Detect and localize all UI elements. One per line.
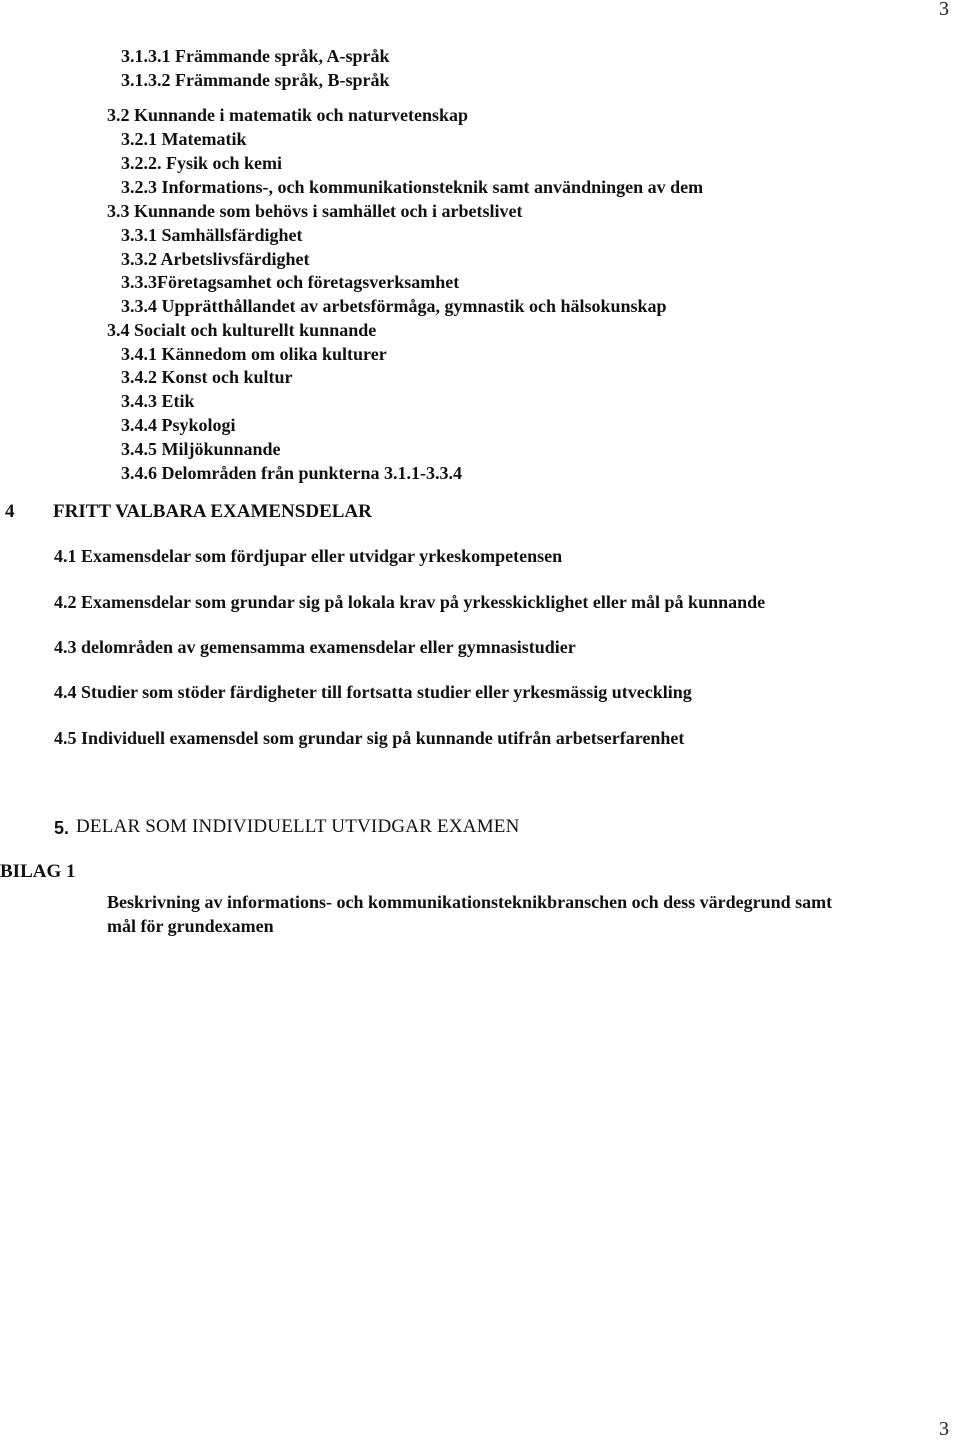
toc-entry: 3.4.2 Konst och kultur [121, 367, 293, 387]
toc-entry: 3.3.2 Arbetslivsfärdighet [121, 249, 310, 269]
toc-entry: 3.4 Socialt och kulturellt kunnande [107, 320, 377, 340]
section-title: DELAR SOM INDIVIDUELLT UTVIDGAR EXAMEN [76, 816, 520, 837]
toc-entry: 3.2.1 Matematik [121, 129, 247, 149]
toc-entry: 3.4.1 Kännedom om olika kulturer [121, 344, 387, 364]
toc-entry: 3.3 Kunnande som behövs i samhället och i arbetslivet [107, 201, 523, 221]
section-item: 4.1 Examensdelar som fördjupar eller utvidgar yrkeskompetensen [54, 546, 563, 566]
section-number: 4 [5, 501, 15, 522]
toc-entry: 3.1.3.1 Främmande språk, A-språk [121, 46, 390, 66]
toc-entry: 3.3.1 Samhällsfärdighet [121, 225, 303, 245]
section-item: 4.2 Examensdelar som grundar sig på lokala krav på yrkesskicklighet eller mål på kunnande [54, 592, 766, 612]
page-number-top: 3 [939, 0, 949, 20]
toc-entry: 3.4.6 Delområden från punkterna 3.1.1-3.3.4 [121, 463, 462, 483]
page-number-bottom: 3 [939, 1418, 949, 1440]
section-item: 4.5 Individuell examensdel som grundar sig på kunnande utifrån arbetserfarenhet [54, 728, 685, 748]
section-item: 4.3 delområden av gemensamma examensdelar eller gymnasistudier [54, 637, 576, 657]
appendix-description-cont: mål för grundexamen [107, 916, 274, 936]
toc-entry: 3.2.3 Informations-, och kommunikationsteknik samt användningen av dem [121, 177, 704, 197]
section-title: FRITT VALBARA EXAMENSDELAR [53, 501, 372, 522]
toc-entry: 3.3.3Företagsamhet och företagsverksamhet [121, 272, 460, 292]
toc-entry: 3.3.4 Upprätthållandet av arbetsförmåga, gymnastik och hälsokunskap [121, 296, 667, 316]
section-item: 4.4 Studier som stöder färdigheter till fortsatta studier eller yrkesmässig utveckling [54, 682, 692, 702]
toc-entry: 3.4.3 Etik [121, 391, 195, 411]
toc-entry: 3.4.5 Miljökunnande [121, 439, 281, 459]
toc-entry: 3.1.3.2 Främmande språk, B-språk [121, 70, 390, 90]
appendix-label: BILAG 1 [0, 861, 76, 882]
appendix-description: Beskrivning av informations- och kommunikationsteknikbranschen och dess värdegrund samt [107, 892, 833, 912]
toc-entry: 3.2.2. Fysik och kemi [121, 153, 283, 173]
toc-entry: 3.2 Kunnande i matematik och naturvetenskap [107, 105, 469, 125]
section-number: 5. [54, 818, 70, 838]
toc-entry: 3.4.4 Psykologi [121, 415, 236, 435]
